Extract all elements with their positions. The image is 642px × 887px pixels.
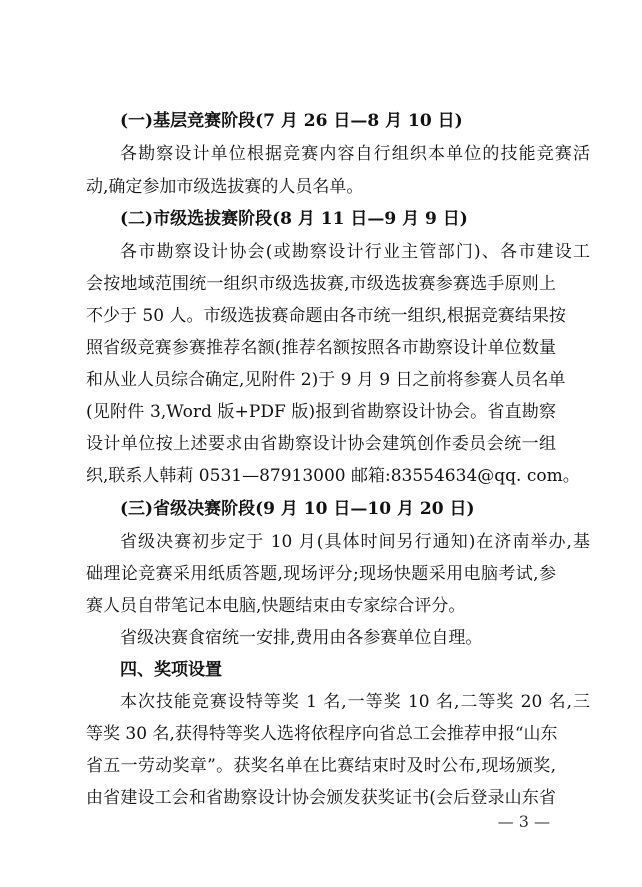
paragraph-line: 由省建设工会和省勘察设计协会颁发获奖证书(会后登录山东省	[86, 788, 556, 808]
page-number: — 3 —	[497, 812, 550, 831]
paragraph-line: 省级决赛食宿统一安排,费用由各参赛单位自理。	[120, 628, 483, 648]
paragraph-line: 等奖 30 名,获得特等奖人选将依程序向省总工会推荐申报“山东	[86, 724, 558, 744]
paragraph-line: (见附件 3,Word 版+PDF 版)报到省勘察设计协会。省直勘察	[86, 402, 556, 422]
paragraph-line: 会按地域范围统一组织市级选拔赛,市级选拔赛参赛选手原则上	[86, 274, 556, 294]
paragraph-line: 和从业人员综合确定,见附件 2)于 9 月 9 日之前将参赛人员名单	[86, 370, 566, 390]
paragraph-line: 省级决赛初步定于 10 月(具体时间另行通知)在济南举办,基	[120, 532, 590, 552]
paragraph-line: 照省级竞赛参赛推荐名额(推荐名额按照各市勘察设计单位数量	[86, 338, 556, 358]
paragraph-line: 各市勘察设计协会(或勘察设计行业主管部门)、各市建设工	[120, 242, 590, 262]
section-heading-3: (三)省级决赛阶段(9 月 10 日—10 月 20 日)	[120, 499, 475, 519]
paragraph-line: 织,联系人韩莉 0531—87913000 邮箱:83554634@qq. com。	[86, 466, 580, 486]
section-heading-2: (二)市级选拔赛阶段(8 月 11 日—9 月 9 日)	[120, 209, 468, 229]
section-heading-1: (一)基层竞赛阶段(7 月 26 日—8 月 10 日)	[120, 111, 463, 131]
paragraph-line: 动,确定参加市级选拔赛的人员名单。	[86, 177, 364, 197]
paragraph-line: 省五一劳动奖章”。获奖名单在比赛结束时及时公布,现场颁奖,	[86, 756, 556, 776]
paragraph-line: 不少于 50 人。市级选拔赛命题由各市统一组织,根据竞赛结果按	[86, 306, 566, 326]
paragraph-line: 础理论竞赛采用纸质答题,现场评分;现场快题采用电脑考试,参	[86, 564, 556, 584]
paragraph-line: 设计单位按上述要求由省勘察设计协会建筑创作委员会统一组	[86, 434, 556, 454]
paragraph-line: 各勘察设计单位根据竞赛内容自行组织本单位的技能竞赛活	[120, 144, 590, 164]
section-heading-4: 四、奖项设置	[120, 660, 222, 680]
paragraph-line: 本次技能竞赛设特等奖 1 名,一等奖 10 名,二等奖 20 名,三	[120, 692, 590, 712]
paragraph-line: 赛人员自带笔记本电脑,快题结束由专家综合评分。	[86, 596, 466, 616]
